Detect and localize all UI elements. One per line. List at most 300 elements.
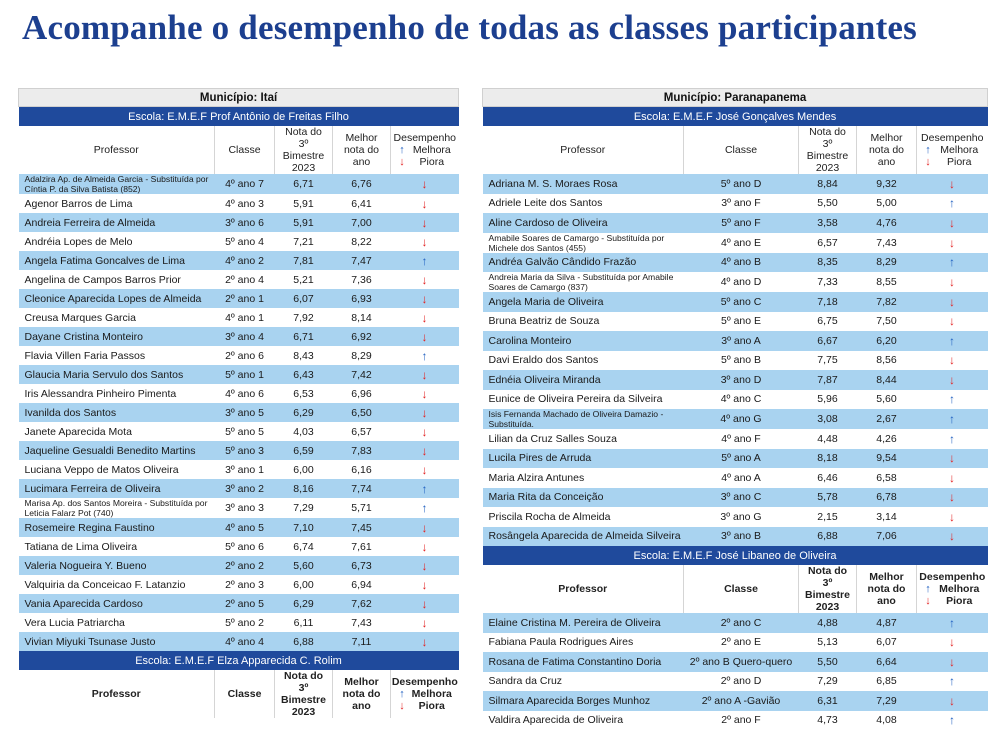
professor-name: Carolina Monteiro (483, 331, 684, 351)
header-nota: Nota do 3º Bimestre 2023 (799, 126, 857, 174)
classe-value: 3º ano B (684, 527, 799, 547)
table-row (483, 449, 988, 469)
melhor-value: 6,73 (333, 556, 391, 575)
professor-name: Glaucia Maria Servulo dos Santos (19, 365, 215, 384)
nota-value: 6,29 (275, 403, 333, 422)
header-professor: Professor (19, 126, 215, 174)
professor-name: Vania Aparecida Cardoso (19, 594, 215, 613)
professor-name: Andreia Maria da Silva - Substituída por Amabile Soares de Camargo (837) (488, 272, 674, 292)
itai-table (18, 88, 459, 718)
page-title: Acompanhe o desempenho de todas as classes participantes (22, 8, 917, 47)
nota-value: 6,00 (293, 463, 314, 476)
table-row (19, 518, 459, 537)
professor-name: Cleonice Aparecida Lopes de Almeida (19, 289, 215, 308)
arrow-down-icon: ↓ (949, 490, 956, 505)
classe-value: 2º ano 5 (215, 594, 275, 613)
desempenho-title: Desempenho (391, 676, 458, 688)
arrow-down-icon: ↓ (949, 509, 956, 524)
table-row (483, 312, 988, 332)
nota-value: 5,96 (817, 393, 838, 406)
table-row (19, 232, 459, 251)
nota-value: 7,87 (799, 370, 857, 390)
desempenho-cell (917, 331, 988, 351)
professor-name: Elaine Cristina M. Pereira de Oliveira (483, 613, 684, 633)
municipio-label: Município: Paranapanema (483, 89, 988, 107)
arrow-up-icon: ↑ (421, 253, 428, 268)
desempenho-title: Desempenho (921, 132, 984, 144)
professor-name: Andréia Lopes de Melo (24, 235, 133, 248)
arrow-up-icon: ↑ (949, 255, 956, 270)
nota-value: 6,74 (293, 540, 314, 553)
header-melhor: Melhor nota do ano (857, 565, 917, 613)
arrow-down-icon: ↓ (949, 470, 956, 485)
legend-piora: Piora (947, 156, 972, 168)
professor-name: Janete Aparecida Mota (24, 425, 132, 438)
school-row (483, 546, 988, 565)
classe-value: 4º ano 4 (215, 632, 275, 651)
table-row (483, 429, 988, 449)
table-row (19, 498, 459, 518)
arrow-down-icon: ↓ (949, 654, 956, 669)
table-row (19, 346, 459, 365)
classe-value: 2º ano 1 (215, 289, 275, 308)
professor-name: Silmara Aparecida Borges Munhoz (483, 691, 684, 711)
arrow-up-icon: ↑ (949, 431, 956, 446)
header-professor: Professor (483, 565, 684, 613)
melhor-value: 7,62 (333, 594, 391, 613)
classe-value: 2º ano D (720, 675, 762, 688)
arrow-up-icon: ↑ (399, 144, 405, 156)
professor-name: Sandra da Cruz (488, 675, 563, 688)
melhor-value: 7,74 (333, 479, 391, 498)
table-row (19, 289, 459, 308)
professor-name: Valquiria da Conceicao F. Latanzio (24, 578, 186, 591)
melhor-value: 6,64 (857, 652, 917, 672)
table-row (483, 633, 988, 653)
melhor-value: 6,20 (857, 331, 917, 351)
table-row (483, 331, 988, 351)
arrow-down-icon: ↓ (925, 156, 931, 168)
melhor-value: 6,96 (351, 387, 372, 400)
nota-value: 6,59 (275, 441, 333, 460)
classe-value: 5º ano D (684, 174, 799, 194)
table-row (483, 691, 988, 711)
nota-value: 2,15 (817, 510, 838, 523)
professor-name: Fabiana Paula Rodrigues Aires (488, 636, 634, 649)
table-header (19, 126, 459, 174)
table-row (19, 174, 459, 194)
professor-name: Adalzira Ap. de Almeida Garcia - Substituída por Cíntia P. da Silva Batista (852) (19, 174, 215, 194)
professor-name: Flavia Villen Faria Passos (24, 349, 146, 362)
desempenho-cell (391, 327, 459, 346)
classe-value: 2º ano F (721, 714, 761, 727)
header-classe: Classe (215, 126, 275, 174)
nota-value: 6,11 (293, 616, 314, 629)
desempenho-cell (391, 537, 459, 556)
desempenho-cell (391, 594, 459, 613)
table-row (483, 409, 988, 429)
desempenho-cell (917, 370, 988, 390)
table-row (19, 251, 459, 270)
melhor-value: 4,26 (876, 432, 897, 445)
legend-piora: Piora (419, 156, 445, 168)
desempenho-cell (917, 253, 988, 273)
arrow-down-icon: ↓ (421, 367, 428, 382)
table-row (483, 672, 988, 692)
classe-value: 4º ano 2 (215, 251, 275, 270)
arrow-down-icon: ↓ (421, 615, 428, 630)
professor-name: Lucimara Ferreira de Oliveira (19, 479, 215, 498)
nota-value: 5,60 (275, 556, 333, 575)
nota-value: 4,88 (799, 613, 857, 633)
melhor-value: 6,07 (876, 636, 897, 649)
desempenho-title: Desempenho (919, 571, 986, 583)
professor-name: Lilian da Cruz Salles Souza (488, 432, 617, 445)
header-nota: Nota do 3º Bimestre 2023 (275, 670, 333, 718)
arrow-down-icon: ↓ (421, 596, 428, 611)
arrow-down-icon: ↓ (421, 310, 428, 325)
header-desempenho (391, 126, 459, 174)
arrow-down-icon: ↓ (421, 196, 428, 211)
table-row (19, 213, 459, 232)
header-nota: Nota do 3º Bimestre 2023 (275, 126, 333, 174)
arrow-down-icon: ↓ (421, 558, 428, 573)
arrow-down-icon: ↓ (399, 156, 405, 168)
professor-name: Maria Rita da Conceição (483, 488, 684, 508)
arrow-up-icon: ↑ (421, 348, 428, 363)
table-row (483, 233, 988, 253)
table-row (19, 575, 459, 594)
header-classe: Classe (684, 126, 799, 174)
legend-piora: Piora (418, 700, 445, 712)
school-name: Escola: E.M.E.F Elza Apparecida C. Rolim (19, 651, 459, 670)
arrow-down-icon: ↓ (949, 693, 956, 708)
arrow-up-icon: ↑ (399, 688, 405, 700)
desempenho-cell (917, 449, 988, 469)
professor-name: Rosângela Aparecida de Almeida Silveira (483, 527, 684, 547)
classe-value: 2º ano 6 (225, 349, 264, 362)
municipio-row (19, 89, 459, 107)
melhor-value: 8,56 (876, 354, 897, 367)
nota-value: 7,92 (293, 311, 314, 324)
classe-value: 4º ano G (684, 409, 799, 429)
nota-value: 6,71 (275, 327, 333, 346)
classe-value: 4º ano 3 (225, 197, 264, 210)
melhor-value: 6,16 (351, 463, 372, 476)
legend-rows (395, 144, 455, 168)
classe-value: 4º ano A (721, 471, 761, 484)
melhor-value: 7,50 (876, 315, 897, 328)
classe-value: 5º ano A (684, 449, 799, 469)
paranapanema-table (482, 88, 988, 730)
table-row (483, 194, 988, 214)
classe-value: 5º ano E (720, 315, 762, 328)
table-row (19, 403, 459, 422)
classe-value: 3º ano D (684, 370, 799, 390)
classe-value: 4º ano C (720, 393, 762, 406)
melhor-value: 7,11 (333, 632, 391, 651)
desempenho-cell (391, 518, 459, 537)
melhor-value: 8,55 (876, 276, 897, 288)
arrow-up-icon: ↑ (949, 196, 956, 211)
table-row (483, 174, 988, 194)
desempenho-cell (391, 251, 459, 270)
table-row (483, 272, 988, 292)
professor-name: Ivanilda dos Santos (19, 403, 215, 422)
classe-value: 3º ano G (720, 510, 762, 523)
professor-name: Angela Maria de Oliveira (483, 292, 684, 312)
nota-value: 6,07 (275, 289, 333, 308)
professor-name: Tatiana de Lima Oliveira (24, 540, 138, 553)
arrow-up-icon: ↑ (949, 333, 956, 348)
desempenho-cell (917, 409, 988, 429)
classe-value: 4º ano F (721, 432, 761, 445)
classe-value: 5º ano C (684, 292, 799, 312)
arrow-down-icon: ↓ (949, 353, 956, 368)
professor-name: Marisa Ap. dos Santos Moreira - Substituída por Leticia Falarz Pot (740) (24, 498, 208, 518)
melhor-value: 2,67 (857, 409, 917, 429)
desempenho-cell (917, 233, 988, 253)
header-nota: Nota do 3º Bimestre 2023 (799, 565, 857, 613)
classe-value: 4º ano E (720, 236, 762, 249)
school-name: Escola: E.M.E.F José Libaneo de Oliveira (483, 546, 988, 565)
nota-value: 5,21 (293, 273, 314, 286)
melhor-value: 6,78 (857, 488, 917, 508)
desempenho-cell (917, 194, 988, 214)
table-row (483, 652, 988, 672)
classe-value: 3º ano 5 (215, 403, 275, 422)
professor-name: Davi Eraldo dos Santos (488, 354, 599, 367)
professor-name: Amabile Soares de Camargo - Substituída por Michele dos Santos (455) (488, 232, 665, 253)
table-row (19, 479, 459, 498)
itai-panel (18, 88, 458, 718)
desempenho-cell (917, 652, 988, 672)
classe-value: 2º ano C (684, 613, 799, 633)
arrow-down-icon: ↓ (949, 314, 956, 329)
nota-value: 8,35 (799, 253, 857, 273)
desempenho-cell (391, 270, 459, 289)
table-row (19, 460, 459, 479)
nota-value: 7,18 (799, 292, 857, 312)
nota-value: 3,58 (799, 213, 857, 233)
professor-name: Andréa Galvão Cândido Frazão (483, 253, 684, 273)
melhor-value: 7,82 (857, 292, 917, 312)
nota-value: 5,91 (275, 213, 333, 232)
nota-value: 7,33 (817, 276, 838, 288)
desempenho-cell (917, 390, 988, 410)
desempenho-cell (917, 633, 988, 653)
professor-name: Iris Alessandra Pinheiro Pimenta (24, 387, 177, 400)
legend-melhora: Melhora (939, 583, 980, 595)
classe-value: 3º ano F (721, 197, 761, 210)
desempenho-cell (391, 613, 459, 632)
classe-value: 3º ano 6 (215, 213, 275, 232)
table-row (483, 468, 988, 488)
arrow-down-icon: ↓ (421, 329, 428, 344)
desempenho-cell (391, 556, 459, 575)
classe-value: 3º ano C (684, 488, 799, 508)
desempenho-cell (391, 232, 459, 251)
arrow-down-icon: ↓ (421, 443, 428, 458)
classe-value: 5º ano 6 (225, 540, 264, 553)
melhor-value: 6,57 (351, 425, 372, 438)
melhor-value: 9,54 (857, 449, 917, 469)
desempenho-cell (391, 289, 459, 308)
classe-value: 2º ano 2 (215, 556, 275, 575)
nota-value: 8,84 (799, 174, 857, 194)
arrow-up-icon: ↑ (949, 674, 956, 689)
table-row (19, 537, 459, 556)
melhor-value: 4,87 (857, 613, 917, 633)
melhor-value: 8,14 (351, 311, 372, 324)
header-classe: Classe (215, 670, 275, 718)
classe-value: 3º ano 2 (215, 479, 275, 498)
arrow-down-icon: ↓ (949, 294, 956, 309)
arrow-down-icon: ↓ (925, 595, 931, 607)
melhor-value: 6,41 (351, 197, 372, 210)
desempenho-cell (391, 213, 459, 232)
school-name: Escola: E.M.E.F José Gonçalves Mendes (483, 107, 988, 127)
melhor-value: 7,45 (333, 518, 391, 537)
nota-value: 4,03 (293, 425, 314, 438)
table-row (483, 253, 988, 273)
desempenho-cell (917, 213, 988, 233)
header-professor: Professor (19, 670, 215, 718)
classe-value: 5º ano 3 (215, 441, 275, 460)
melhor-value: 7,43 (876, 236, 897, 249)
arrow-down-icon: ↓ (421, 386, 428, 401)
header-desempenho (391, 670, 459, 718)
header-melhor: Melhor nota do ano (857, 126, 917, 174)
table-row (483, 292, 988, 312)
classe-value: 5º ano F (684, 213, 799, 233)
table-row (19, 270, 459, 289)
melhor-value: 5,00 (876, 197, 897, 210)
professor-name: Rosemeire Regina Faustino (19, 518, 215, 537)
arrow-down-icon: ↓ (421, 424, 428, 439)
melhor-value: 7,29 (857, 691, 917, 711)
desempenho-cell (391, 575, 459, 594)
nota-value: 6,57 (817, 236, 838, 249)
classe-value: 5º ano 5 (225, 425, 264, 438)
desempenho-cell (391, 479, 459, 498)
arrow-up-icon: ↑ (949, 713, 956, 728)
classe-value: 4º ano 6 (225, 387, 264, 400)
arrow-down-icon: ↓ (421, 405, 428, 420)
desempenho-title: Desempenho (393, 132, 457, 144)
desempenho-cell (917, 527, 988, 547)
professor-name: Adriana M. S. Moraes Rosa (483, 174, 684, 194)
classe-value: 5º ano 2 (225, 616, 264, 629)
desempenho-legend (391, 676, 458, 712)
professor-name: Luciana Veppo de Matos Oliveira (24, 463, 179, 476)
classe-value: 2º ano 4 (225, 273, 264, 286)
desempenho-cell (391, 308, 459, 327)
nota-value: 5,91 (293, 197, 314, 210)
desempenho-cell (391, 632, 459, 651)
melhor-value: 6,93 (333, 289, 391, 308)
melhor-value: 8,22 (351, 235, 372, 248)
desempenho-cell (391, 346, 459, 365)
nota-value: 4,73 (817, 714, 838, 727)
classe-value: 4º ano 5 (215, 518, 275, 537)
arrow-down-icon: ↓ (949, 529, 956, 544)
nota-value: 6,75 (817, 315, 838, 328)
professor-name: Eunice de Oliveira Pereira da Silveira (488, 393, 663, 406)
desempenho-cell (391, 441, 459, 460)
legend-labels (409, 144, 455, 168)
legend-arrows (921, 583, 935, 607)
arrow-down-icon: ↓ (421, 177, 428, 191)
school-row (19, 107, 459, 127)
table-row (19, 384, 459, 403)
legend-arrows (921, 144, 935, 168)
nota-value: 7,75 (817, 354, 838, 367)
desempenho-cell (917, 507, 988, 527)
arrow-down-icon: ↓ (421, 234, 428, 249)
classe-value: 3º ano 1 (225, 463, 264, 476)
professor-name: Bruna Beatriz de Souza (488, 315, 600, 328)
arrow-down-icon: ↓ (421, 634, 428, 649)
professor-name: Adriele Leite dos Santos (488, 197, 603, 210)
legend-melhora: Melhora (412, 144, 451, 156)
nota-value: 6,46 (817, 471, 838, 484)
school-name: Escola: E.M.E.F Prof Antônio de Freitas Filho (19, 107, 459, 127)
desempenho-cell (917, 672, 988, 692)
school-row (19, 651, 459, 670)
arrow-down-icon: ↓ (421, 272, 428, 287)
desempenho-cell (917, 488, 988, 508)
table-row (19, 594, 459, 613)
table-row (483, 507, 988, 527)
nota-value: 6,67 (799, 331, 857, 351)
classe-value: 3º ano 3 (225, 502, 264, 514)
professor-name: Andreia Ferreira de Almeida (19, 213, 215, 232)
classe-value: 4º ano 7 (215, 174, 275, 194)
legend-piora: Piora (946, 595, 973, 607)
legend-melhora: Melhora (940, 144, 979, 156)
classe-value: 4º ano 1 (225, 311, 264, 324)
professor-name: Ednéia Oliveira Miranda (483, 370, 684, 390)
nota-value: 8,18 (799, 449, 857, 469)
desempenho-cell (917, 429, 988, 449)
melhor-value: 7,61 (351, 540, 372, 553)
desempenho-cell (391, 460, 459, 479)
table-row (483, 711, 988, 731)
classe-value: 2º ano B Quero-quero (684, 652, 799, 672)
arrow-down-icon: ↓ (421, 291, 428, 306)
arrow-down-icon: ↓ (421, 539, 428, 554)
melhor-value: 6,85 (876, 675, 897, 688)
arrow-up-icon: ↑ (949, 412, 956, 426)
nota-value: 5,50 (817, 197, 838, 210)
desempenho-cell (917, 312, 988, 332)
table-row (19, 308, 459, 327)
nota-value: 4,48 (817, 432, 838, 445)
table-row (483, 390, 988, 410)
melhor-value: 6,92 (333, 327, 391, 346)
legend-labels (409, 688, 455, 712)
arrow-up-icon: ↑ (421, 501, 428, 515)
desempenho-legend (921, 132, 984, 168)
table-row (19, 422, 459, 441)
melhor-value: 6,94 (351, 578, 372, 591)
professor-name: Vera Lucia Patriarcha (24, 616, 125, 629)
melhor-value: 4,08 (876, 714, 897, 727)
melhor-value: 8,29 (351, 349, 372, 362)
melhor-value: 7,06 (857, 527, 917, 547)
header-melhor: Melhor nota do ano (333, 126, 391, 174)
